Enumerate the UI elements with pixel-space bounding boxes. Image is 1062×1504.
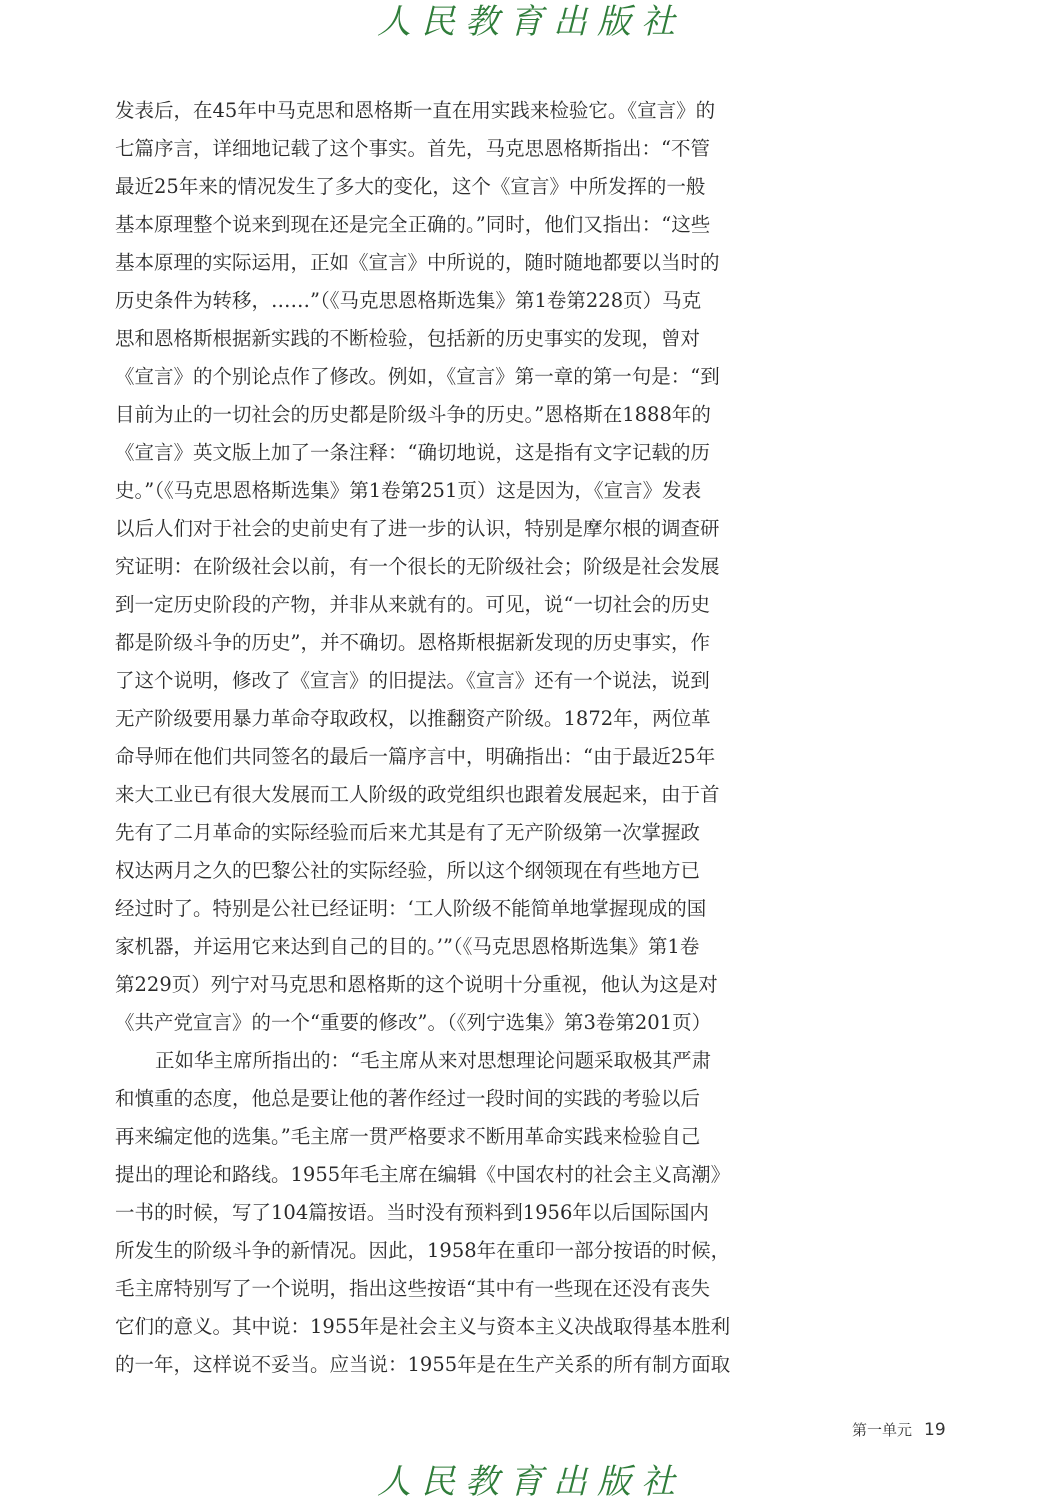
text-line: 来大工业已有很大发展而工人阶级的政党组织也跟着发展起来，由于首 (115, 783, 720, 806)
page-footer (852, 1418, 946, 1442)
text-line: 它们的意义。其中说：1955年是社会主义与资本主义决战取得基本胜利 (115, 1315, 731, 1338)
unit-label: 第一单元 (852, 1421, 913, 1439)
paragraph-first-line: 正如华主席所指出的：“毛主席从来对思想理论问题采取极其严肃 (155, 1049, 711, 1072)
text-line: 和慎重的态度，他总是要让他的著作经过一段时间的实践的考验以后 (115, 1087, 701, 1110)
publisher-logo-header: 人民教育出版社 (377, 2, 685, 42)
text-line: 了这个说明，修改了《宣言》的旧提法。《宣言》还有一个说法，说到 (115, 669, 710, 692)
text-line: 家机器，并运用它来达到自己的目的。’”（《马克思恩格斯选集》第1卷 (115, 935, 700, 958)
text-line: 最近25年来的情况发生了多大的变化，这个《宣言》中所发挥的一般 (115, 175, 706, 198)
text-line: 提出的理论和路线。1955年毛主席在编辑《中国农村的社会主义高潮》 (115, 1163, 731, 1186)
text-line: 再来编定他的选集。”毛主席一贯严格要求不断用革命实践来检验自己 (115, 1125, 701, 1148)
text-line: 历史条件为转移，……”（《马克思恩格斯选集》第1卷第228页）马克 (115, 289, 702, 312)
text-line: 命导师在他们共同签名的最后一篇序言中，明确指出：“由于最近25年 (115, 745, 716, 768)
text-line: 第229页）列宁对马克思和恩格斯的这个说明十分重视，他认为这是对 (115, 973, 718, 996)
text-line: 都是阶级斗争的历史”，并不确切。恩格斯根据新发现的历史事实，作 (115, 631, 710, 654)
text-line: 发表后，在45年中马克思和恩格斯一直在用实践来检验它。《宣言》的 (115, 99, 716, 122)
text-line: 究证明：在阶级社会以前，有一个很长的无阶级社会；阶级是社会发展 (115, 555, 720, 578)
text-line: 到一定历史阶段的产物，并非从来就有的。可见，说“一切社会的历史 (115, 593, 710, 616)
text-line: 《宣言》英文版上加了一条注释：“确切地说，这是指有文字记载的历 (115, 441, 710, 464)
text-line: 思和恩格斯根据新实践的不断检验，包括新的历史事实的发现，曾对 (115, 327, 701, 350)
page-number: 19 (924, 1420, 946, 1440)
text-line: 七篇序言，详细地记载了这个事实。首先，马克思恩格斯指出：“不管 (115, 137, 710, 160)
text-line: 基本原理整个说来到现在还是完全正确的。”同时，他们又指出：“这些 (115, 213, 711, 236)
body-text (115, 92, 795, 1384)
text-line: 史。”（《马克思恩格斯选集》第1卷第251页）这是因为，《宣言》发表 (115, 479, 702, 502)
text-line: 基本原理的实际运用，正如《宣言》中所说的，随时随地都要以当时的 (115, 251, 720, 274)
text-line: 一书的时候，写了104篇按语。当时没有预料到1956年以后国际国内 (115, 1201, 709, 1224)
text-line: 所发生的阶级斗争的新情况。因此，1958年在重印一部分按语的时候， (115, 1239, 731, 1262)
text-line: 无产阶级要用暴力革命夺取政权，以推翻资产阶级。1872年，两位革 (115, 707, 711, 730)
text-line: 以后人们对于社会的史前史有了进一步的认识，特别是摩尔根的调查研 (115, 517, 720, 540)
text-line: 《共产党宣言》的一个“重要的修改”。（《列宁选集》第3卷第201页） (115, 1011, 712, 1034)
text-line: 毛主席特别写了一个说明，指出这些按语“其中有一些现在还没有丧失 (115, 1277, 710, 1300)
text-line: 目前为止的一切社会的历史都是阶级斗争的历史。”恩格斯在1888年的 (115, 403, 711, 426)
text-line: 的一年，这样说不妥当。应当说：1955年是在生产关系的所有制方面取 (115, 1353, 731, 1376)
text-line: 《宣言》的个别论点作了修改。例如，《宣言》第一章的第一句是：“到 (115, 365, 720, 388)
text-line: 权达两月之久的巴黎公社的实际经验，所以这个纲领现在有些地方已 (115, 859, 701, 882)
publisher-logo-footer: 人民教育出版社 (377, 1462, 685, 1502)
text-line: 先有了二月革命的实际经验而后来尤其是有了无产阶级第一次掌握政 (115, 821, 701, 844)
text-line: 经过时了。特别是公社已经证明：‘工人阶级不能简单地掌握现成的国 (115, 897, 707, 920)
